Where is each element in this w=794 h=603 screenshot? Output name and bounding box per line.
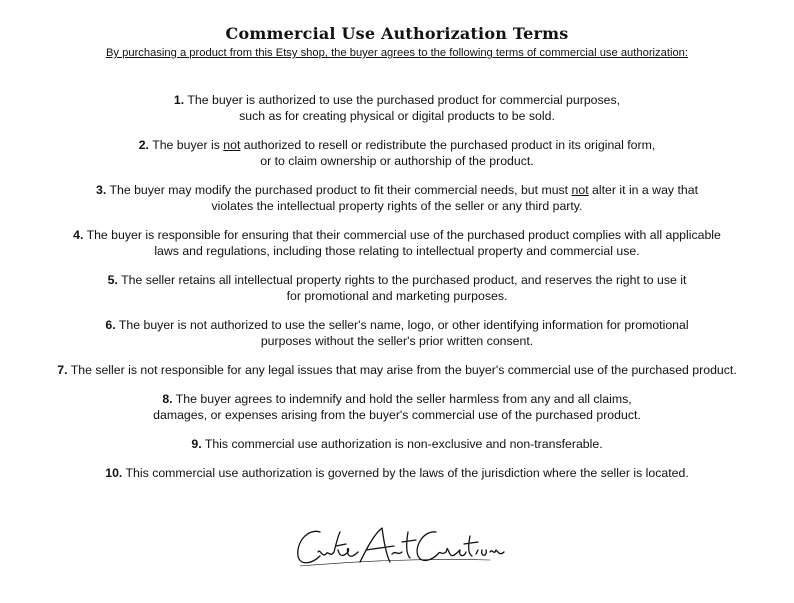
term-line [0,153,794,169]
term-item [0,436,794,452]
term-text: for promotional and marketing purposes. [286,289,508,303]
term-text: The buyer is responsible for ensuring that their commercial use of the purchased product complies with all applicable [86,228,721,242]
term-line [0,317,794,333]
term-text: The seller is not responsible for any legal issues that may arise from the buyer's commercial use of the purchased product. [70,363,737,377]
page-subtitle: By purchasing a product from this Etsy shop, the buyer agrees to the following terms of commercial use authorization: [105,47,689,59]
term-line [0,243,794,259]
term-text: laws and regulations, including those relating to intellectual property and commercial use. [154,244,640,258]
term-item [0,391,794,423]
term-number: 6. [105,318,116,332]
term-line [0,92,794,108]
term-line [0,182,794,198]
term-line [0,108,794,124]
term-text: or to claim ownership or authorship of the product. [260,154,534,168]
term-text: damages, or expenses arising from the buyer's commercial use of the purchased product. [153,408,641,422]
term-number: 10. [105,466,123,480]
term-number: 7. [57,363,68,377]
term-text: This commercial use authorization is non-exclusive and non-transferable. [204,437,603,451]
term-item [0,362,794,378]
terms-list [0,92,794,494]
term-text: The buyer may modify the purchased product to fit their commercial needs, but must [109,183,572,197]
term-line [0,227,794,243]
term-number: 5. [107,273,118,287]
term-number: 3. [96,183,107,197]
term-line [0,391,794,407]
term-emphasis: not [223,138,241,152]
term-number: 8. [162,392,173,406]
term-line [0,362,794,378]
term-emphasis: not [571,183,589,197]
page-title: Commercial Use Authorization Terms [225,24,569,43]
term-item [0,92,794,124]
term-item [0,227,794,259]
term-text: The buyer agrees to indemnify and hold the seller harmless from any and all claims, [175,392,632,406]
term-line [0,407,794,423]
term-number: 1. [173,93,185,107]
term-text: such as for creating physical or digital products to be sold. [239,109,555,123]
term-line [0,465,794,481]
term-text: The buyer is [152,138,224,152]
term-text: violates the intellectual property rights of the seller or any third party. [211,199,583,213]
term-text: purposes without the seller's prior written consent. [260,334,534,348]
term-text: alter it in a way that [588,183,698,197]
term-line [0,198,794,214]
term-text: This commercial use authorization is governed by the laws of the jurisdiction where the seller is located. [125,466,689,480]
term-text: The buyer is not authorized to use the seller's name, logo, or other identifying information for promotional [118,318,689,332]
term-item [0,465,794,481]
term-text: The buyer is authorized to use the purchased product for commercial purposes, [187,93,621,107]
signature-logo [290,522,510,572]
term-line [0,436,794,452]
term-line [0,333,794,349]
term-line [0,137,794,153]
term-line [0,272,794,288]
term-item [0,272,794,304]
term-item [0,137,794,169]
term-text: authorized to resell or redistribute the purchased product in its original form, [240,138,656,152]
term-text: The seller retains all intellectual property rights to the purchased product, and reserves the right to use it [121,273,687,287]
term-number: 9. [191,437,202,451]
term-item [0,182,794,214]
term-line [0,288,794,304]
term-number: 2. [138,138,149,152]
term-item [0,317,794,349]
term-number: 4. [73,228,84,242]
